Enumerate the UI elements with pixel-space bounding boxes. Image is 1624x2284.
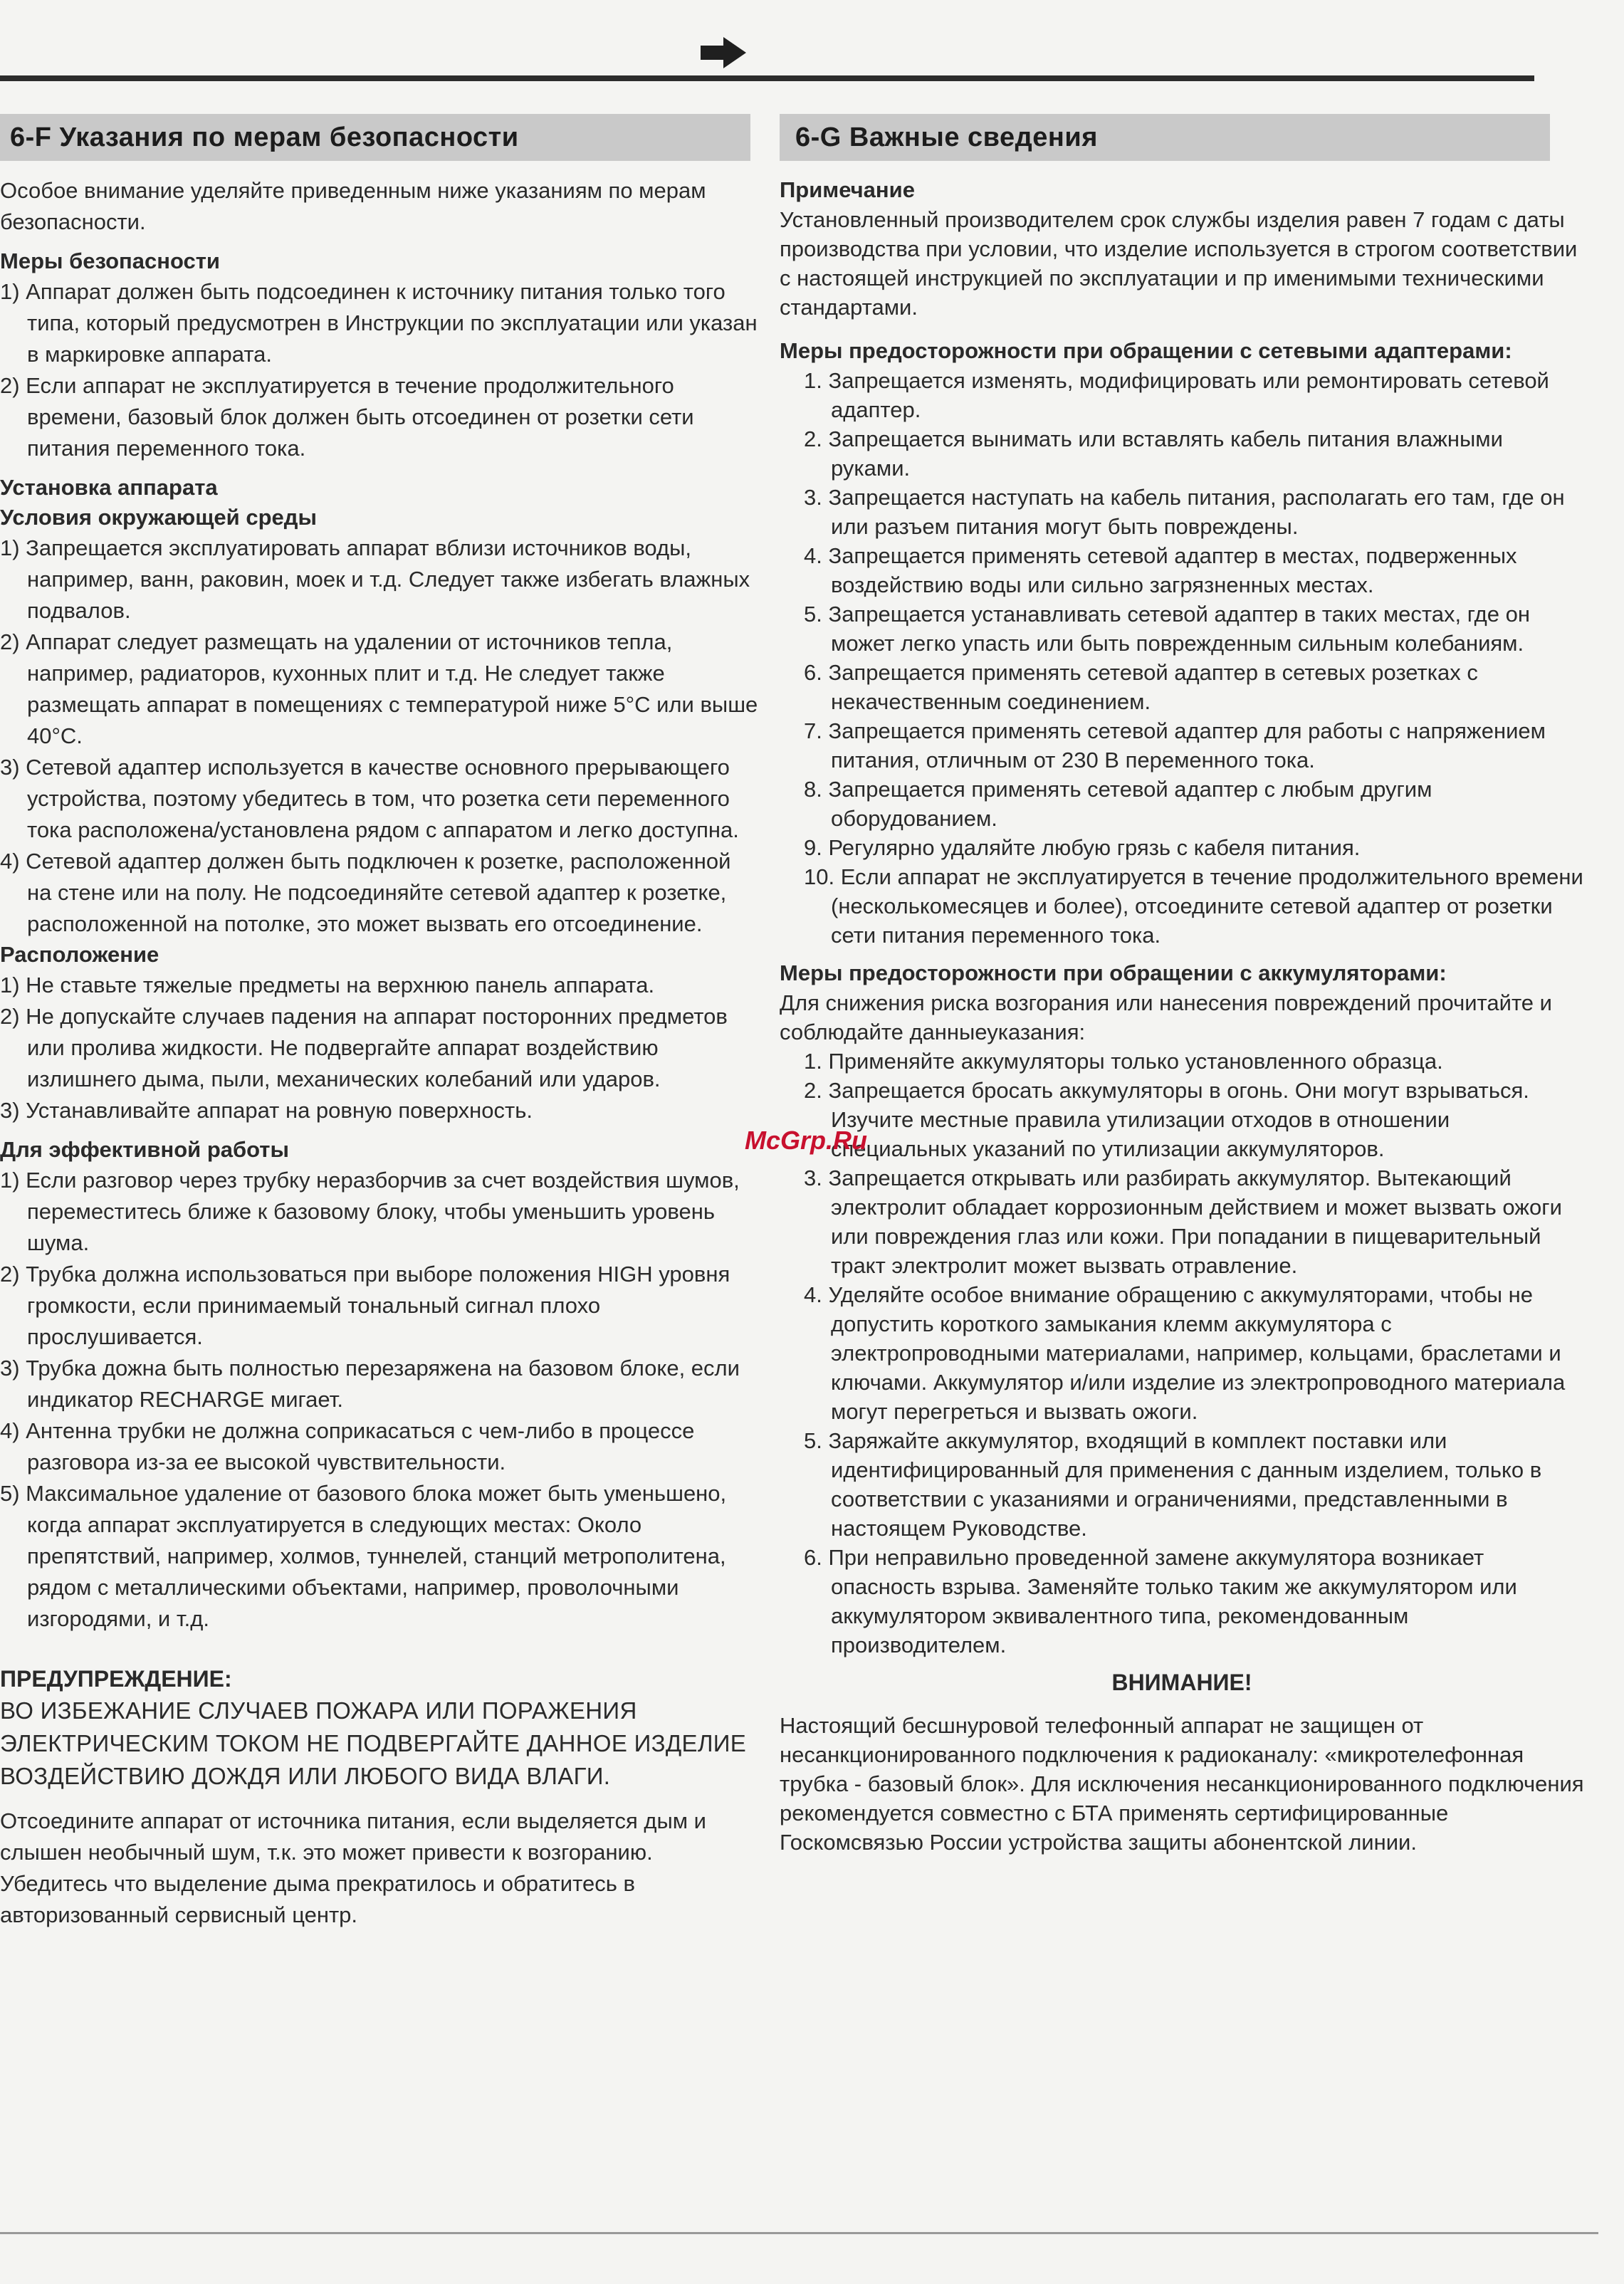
list-item: 1) Не ставьте тяжелые предметы на верхнюю панель аппарата. xyxy=(0,973,655,997)
intro-text: Особое внимание уделяйте приведенным ниже указаниям по мерам безопасности. xyxy=(0,178,706,234)
list-item: 3) Трубка дожна быть полностью перезаряжена на базовом блоке, если индикатор RECHARGE мигает. xyxy=(0,1356,740,1412)
list-item: 2) Не допускайте случаев падения на аппарат посторонних предметов или пролива жидкости. Не подвергайте аппарат воздействию излишнего дыма, пыли, механических колебаний или ударов. xyxy=(0,1004,728,1091)
list-item: 3. Запрещается наступать на кабель питания, располагать его там, где он или разъем питания могут быть повреждены. xyxy=(804,485,1565,539)
smoke-note: Отсоедините аппарат от источника питания, если выделяется дым и слышен необычный шум, т.к. это может привести к возгоранию. Убедитесь что выделение дыма прекратилось и обратитесь в авторизованный сервисный центр. xyxy=(0,1808,706,1927)
list-item: 3) Устанавливайте аппарат на ровную поверхность. xyxy=(0,1098,533,1123)
list-item: 3. Запрещается открывать или разбирать аккумулятор. Вытекающий электролит обладает коррозионным действием и может вызвать ожоги или повреждения глаз или кожи. При попадании в пищеварительный тракт электролит может вызвать отравление. xyxy=(804,1165,1562,1278)
battery-list xyxy=(780,1047,1584,1660)
bottom-divider xyxy=(0,2232,1598,2234)
adapter-title: Меры предосторожности при обращении с сетевыми адаптерами: xyxy=(780,338,1512,363)
list-item: 5. Заряжайте аккумулятор, входящий в комплект поставки или идентифицированный для применения с данным изделием, только в соответствии с указаниями и ограничениями, представленными в настоящем Руководстве. xyxy=(804,1428,1542,1541)
list-item: 7. Запрещается применять сетевой адаптер для работы с напряжением питания, отличным от 230 В переменного тока. xyxy=(804,718,1546,772)
list-item: 2) Если аппарат не эксплуатируется в течение продолжительного времени, базовый блок должен быть отсоединен от розетки сети питания переменного тока. xyxy=(0,373,694,461)
section-6g xyxy=(780,114,1584,1857)
list-item: 1. Запрещается изменять, модифицировать или ремонтировать сетевой адаптер. xyxy=(804,368,1549,422)
note-title: Примечание xyxy=(780,177,915,202)
warning-body: ВО ИЗБЕЖАНИЕ СЛУЧАЕВ ПОЖАРА ИЛИ ПОРАЖЕНИЯ ЭЛЕКТРИЧЕСКИМ ТОКОМ НЕ ПОДВЕРГАЙТЕ ДАННОЕ ИЗДЕЛИЕ ВОЗДЕЙСТВИЮ ДОЖДЯ ИЛИ ЛЮБОГО ВИДА ВЛАГИ. xyxy=(0,1697,747,1789)
efficient-list xyxy=(0,1165,758,1635)
note-body: Установленный производителем срок службы изделия равен 7 годам с даты производства при условии, что изделие используется в строгом соответствии с настоящей инструкцией по эксплуатации и пр именимыми техническими стандартами. xyxy=(780,207,1578,320)
section-6g-heading: 6-G Важные сведения xyxy=(780,114,1550,161)
list-item: 6. При неправильно проведенной замене аккумулятора возникает опасность взрыва. Заменяйте только таким же аккумулятором или аккумулятором эквивалентного типа, рекомендованным производителем. xyxy=(804,1545,1517,1657)
list-item: 1. Применяйте аккумуляторы только установленного образца. xyxy=(804,1049,1443,1074)
section-6f xyxy=(0,114,758,1931)
list-item: 1) Запрещается эксплуатировать аппарат вблизи источников воды, например, ванн, раковин, моек и т.д. Следует также избегать влажных подвалов. xyxy=(0,535,750,623)
adapter-list xyxy=(780,366,1584,950)
env-title: Условия окружающей среды xyxy=(0,505,317,530)
list-item: 6. Запрещается применять сетевой адаптер в сетевых розетках с некачественным соединением. xyxy=(804,660,1478,714)
battery-title: Меры предосторожности при обращении с аккумуляторами: xyxy=(780,960,1447,985)
safety-list xyxy=(0,276,758,464)
watermark-text: McGrp.Ru xyxy=(745,1126,868,1155)
section-6f-heading: 6-F Указания по мерам безопасности xyxy=(0,114,750,161)
arrow-right-icon xyxy=(701,37,746,68)
attention-title: ВНИМАНИЕ! xyxy=(1111,1670,1252,1695)
env-list xyxy=(0,533,758,940)
list-item: 2. Запрещается бросать аккумуляторы в огонь. Они могут взрываться. Изучите местные правила утилизации отходов в отношении специальных указаний по утилизации аккумуляторов. xyxy=(804,1078,1529,1161)
attention-body: Настоящий бесшнуровой телефонный аппарат не защищен от несанкционированного подключения к радиоканалу: «микротелефонная трубка - базовый блок». Для исключения несанкционированного подключения рекомендуется совместно с БТА применять сертифицированные Госкомсвязью России устройства защиты абонентской линии. xyxy=(780,1713,1584,1855)
list-item: 3) Сетевой адаптер используется в качестве основного прерывающего устройства, поэтому убедитесь в том, что розетка сети переменного тока расположена/установлена рядом с аппаратом и легко доступна. xyxy=(0,755,739,842)
top-divider xyxy=(0,75,1534,81)
list-item: 10. Если аппарат не эксплуатируется в течение продолжительного времени (несколькомесяцев и более), отсоедините сетевой адаптер от розетки сети питания переменного тока. xyxy=(804,864,1583,948)
battery-intro: Для снижения риска возгорания или нанесения повреждений прочитайте и соблюдайте данныеуказания: xyxy=(780,990,1552,1044)
list-item: 4. Уделяйте особое внимание обращению с аккумуляторами, чтобы не допустить короткого замыкания клемм аккумулятора с электропроводными материалами, например, кольцами, браслетами и ключами. Аккумулятор и/или изделие из электропроводного материала могут перегреться и вызвать ожоги. xyxy=(804,1282,1566,1424)
list-item: 2) Аппарат следует размещать на удалении от источников тепла, например, радиаторов, кухонных плит и т.д. Не следует также размещать аппарат в помещениях с температурой ниже 5°С или выше 40°С. xyxy=(0,629,758,748)
list-item: 5) Максимальное удаление от базового блока может быть уменьшено, когда аппарат эксплуатируется в следующих местах: Около препятствий, например, холмов, туннелей, станций метрополитена, рядом с металлическими объектами, например, проволочными изгородями, и т.д. xyxy=(0,1481,727,1631)
list-item: 2) Трубка должна использоваться при выборе положения HIGH уровня громкости, если принимаемый тональный сигнал плохо прослушивается. xyxy=(0,1262,730,1349)
list-item: 4) Антенна трубки не должна соприкасаться с чем-либо в процессе разговора из-за ее высокой чувствительности. xyxy=(0,1418,695,1474)
list-item: 5. Запрещается устанавливать сетевой адаптер в таких местах, где он может легко упасть или быть поврежденным сильным колебаниям. xyxy=(804,602,1530,656)
warning-title: ПРЕДУПРЕЖДЕНИЕ: xyxy=(0,1666,232,1692)
list-item: 1) Если разговор через трубку неразборчив за счет воздействия шумов, переместитесь ближе к базовому блоку, чтобы уменьшить уровень шума. xyxy=(0,1168,740,1255)
list-item: 9. Регулярно удаляйте любую грязь с кабеля питания. xyxy=(804,835,1361,860)
list-item: 4. Запрещается применять сетевой адаптер в местах, подверженных воздействию воды или сильно загрязненных местах. xyxy=(804,543,1517,597)
list-item: 4) Сетевой адаптер должен быть подключен к розетке, расположенной на стене или на полу. Не подсоединяйте сетевой адаптер к розетке, расположенной на потолке, это может вызвать его отсоединение. xyxy=(0,849,731,936)
safety-title: Меры безопасности xyxy=(0,248,220,273)
location-title: Расположение xyxy=(0,942,159,967)
efficient-title: Для эффективной работы xyxy=(0,1137,289,1162)
install-title: Установка аппарата xyxy=(0,475,218,500)
location-list xyxy=(0,970,758,1126)
list-item: 8. Запрещается применять сетевой адаптер с любым другим оборудованием. xyxy=(804,777,1432,831)
list-item: 1) Аппарат должен быть подсоединен к источнику питания только того типа, который предусмотрен в Инструкции по эксплуатации или указан в маркировке аппарата. xyxy=(0,279,758,367)
list-item: 2. Запрещается вынимать или вставлять кабель питания влажными руками. xyxy=(804,426,1503,481)
